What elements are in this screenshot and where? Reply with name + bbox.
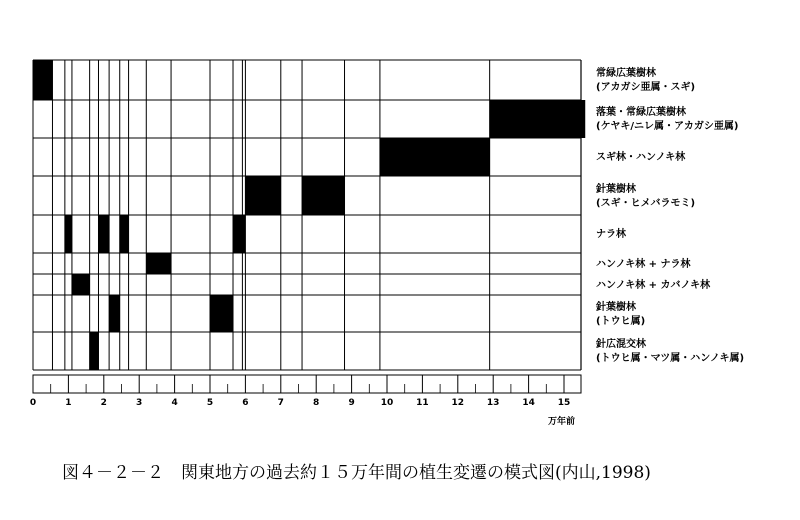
scale-tick-label: 1 [65,398,72,408]
scale-tick-label: 2 [100,398,107,408]
vegetation-label [596,67,695,95]
scale-tick-label: 8 [313,398,320,408]
vegetation-cell-filled [65,215,72,253]
vegetation-label [596,258,691,272]
vegetation-cell-filled [210,295,233,332]
vegetation-cell-filled [245,176,280,215]
vegetation-label [596,151,685,165]
vegetation-label-line: 針広混交林 [596,339,646,350]
vegetation-label [596,106,739,134]
scale-tick-label: 13 [486,398,500,408]
vegetation-label [596,183,695,211]
scale-tick-label: 4 [171,398,178,408]
vegetation-label [596,228,626,242]
scale-tick-label: 6 [242,398,249,408]
vegetation-label-line: ナラ林 [596,229,626,240]
vegetation-cell-filled [302,176,344,215]
vegetation-label-line: (スギ・ヒメバラモミ) [596,198,696,209]
vegetation-label-line: (アカガシ亜属・スギ) [596,82,696,93]
scale-tick-label: 11 [416,398,429,408]
vegetation-cell-filled [98,215,109,253]
scale-tick-label: 9 [348,398,355,408]
scale-tick-label: 7 [277,398,284,408]
vegetation-label-line: (トウヒ属) [596,316,646,327]
vegetation-label [596,279,710,293]
vegetation-label-line: (トウヒ属・マツ属・ハンノキ属) [596,353,745,364]
scale-tick-label: 15 [557,398,571,408]
vegetation-cell-filled [380,138,490,176]
vegetation-label [596,301,645,329]
vegetation-cell-filled [72,274,90,295]
vegetation-label-line: 落葉・常緑広葉樹林 [596,107,686,118]
scale-tick-label: 5 [206,398,214,408]
vegetation-label-line: スギ林・ハンノキ林 [596,152,686,163]
vegetation-cell-filled [146,253,171,274]
vegetation-cell-filled [33,60,52,100]
scale-bar [33,375,581,393]
vegetation-label-line: 常緑広葉樹林 [596,68,656,79]
scale-tick-label: 10 [380,398,394,408]
vegetation-label-line: (ケヤキ/ニレ属・アカガシ亜属) [596,121,739,132]
vegetation-label-line: 針葉樹林 [596,184,636,195]
vegetation-label-line: ハンノキ林 + カバノキ林 [596,280,711,291]
figure-caption: 図４－２－２ 関東地方の過去約１５万年間の植生変遷の模式図(内山,1998) [62,463,651,483]
scale-tick-label: 3 [136,398,143,408]
vegetation-cell-filled [109,295,120,332]
vegetation-cell-filled [90,332,99,370]
vegetation-label-line: 針葉樹林 [596,302,636,313]
vegetation-label [596,338,744,366]
vegetation-cell-filled [233,215,245,253]
vegetation-cell-filled [490,100,586,138]
unit-label: 万年前 [548,417,576,427]
vegetation-label-line: ハンノキ林 + ナラ林 [596,259,691,270]
scale-tick-label: 12 [451,398,465,408]
scale-tick-label: 0 [29,398,37,408]
vegetation-cell-filled [120,215,129,253]
scale-tick-label: 14 [522,398,535,408]
